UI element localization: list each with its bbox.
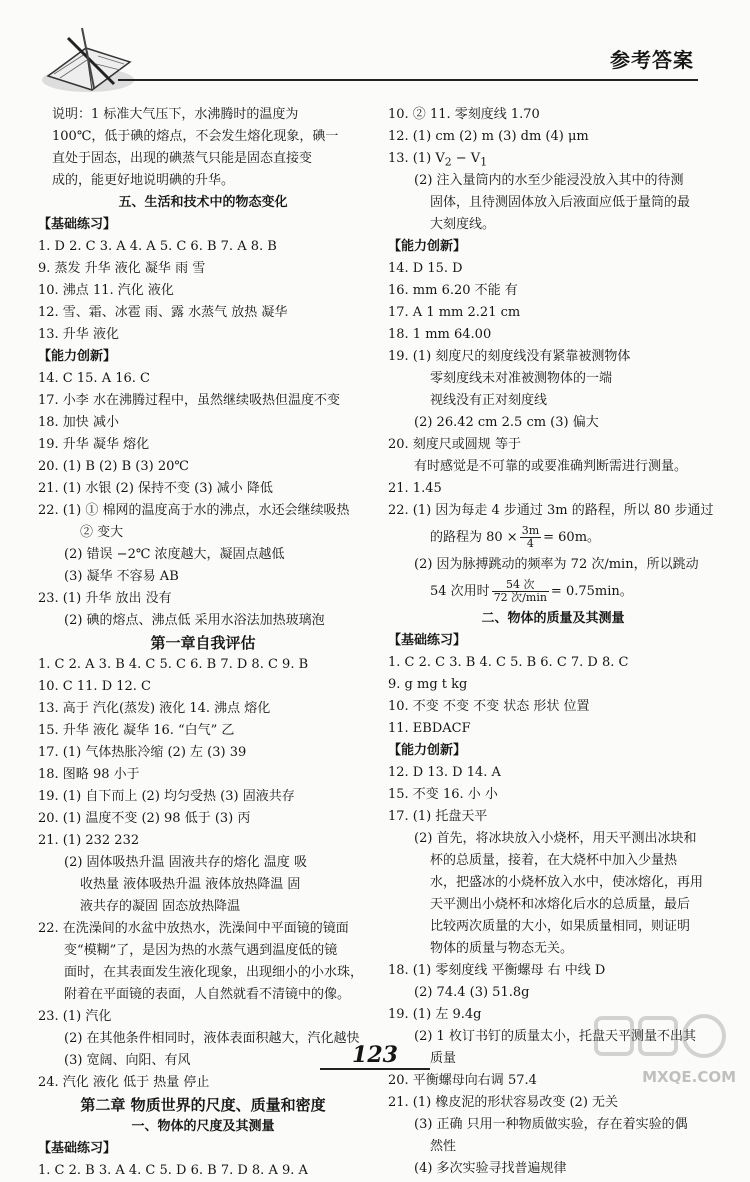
header-rule — [118, 79, 698, 81]
answer-line: 23. (1) 升华 放出 没有 — [38, 591, 172, 606]
answer-line: 21. (1) 水银 (2) 保持不变 (3) 减小 降低 — [38, 481, 273, 496]
answer-line: 然性 — [430, 1139, 457, 1154]
answer-line: 物体的质量与物态无关。 — [430, 941, 574, 956]
answer-line: 10. 沸点 11. 汽化 液化 — [38, 283, 174, 298]
note-line: 成的，能更好地说明碘的升华。 — [52, 173, 235, 188]
answer-line: 10. C 11. D 12. C — [38, 679, 152, 694]
answer-line: 18. 1 mm 64.00 — [388, 327, 492, 342]
fraction-numerator: 3m — [521, 524, 540, 537]
answer-line: 19. (1) 左 9.4g — [388, 1007, 482, 1022]
fraction-denominator: 72 次/min — [493, 591, 547, 604]
fraction-numerator: 54 次 — [492, 579, 549, 592]
answer-line: (2) 碘的熔点、沸点低 采用水浴法加热玻璃泡 — [64, 613, 325, 628]
answer-line: (2) 在其他条件相同时，液体表面积越大，汽化越快 — [64, 1031, 360, 1046]
answer-line: (4) 多次实验寻找普遍规律 — [414, 1161, 567, 1176]
answer-line: 附着在平面镜的表面，人自然就看不清镜中的像。 — [64, 987, 351, 1002]
answer-line: (3) 正确 只用一种物质做实验，存在着实验的偶 — [414, 1117, 688, 1132]
formula-text: 54 次用时 — [430, 584, 490, 599]
fraction — [520, 525, 541, 550]
answer-line: 16. mm 6.20 不能 有 — [388, 283, 518, 298]
answer-line: 12. (1) cm (2) m (3) dm (4) μm — [388, 129, 589, 144]
answer-line: 20. 平衡螺母向右调 57.4 — [388, 1073, 537, 1088]
header-title: 参考答案 — [610, 48, 694, 72]
answer-line: 12. 雪、霜、冰雹 雨、露 水蒸气 放热 凝华 — [38, 305, 288, 320]
answer-line: 22. (1) 因为每走 4 步通过 3m 的路程，所以 80 步通过 — [388, 503, 714, 518]
formula-text: = 0.75min。 — [550, 584, 633, 599]
answer-line: 23. (1) 汽化 — [38, 1009, 112, 1024]
answer-line: (2) 74.4 (3) 51.8g — [414, 985, 530, 1000]
ability-tag: 【能力创新】 — [388, 239, 467, 254]
answer-line — [388, 148, 718, 170]
subscript: 2 — [444, 155, 452, 169]
answer-line: 有时感觉是不可靠的或要准确判断需进行测量。 — [414, 459, 688, 474]
answer-line: 19. (1) 刻度尺的刻度线没有紧靠被测物体 — [388, 349, 631, 364]
answer-line: 17. (1) 托盘天平 — [388, 809, 488, 824]
answer-line: 18. (1) 零刻度线 平衡螺母 右 中线 D — [388, 963, 606, 978]
answer-line: 21. 1.45 — [388, 481, 442, 496]
answer-line: 21. (1) 橡皮泥的形状容易改变 (2) 无关 — [388, 1095, 619, 1110]
answer-line: 天平测出小烧杯和冰熔化后水的总质量，最后 — [430, 897, 691, 912]
answer-line: 面时，在其表面发生液化现象，出现细小的小水珠， — [64, 965, 364, 980]
answer-line: 1. C 2. C 3. B 4. C 5. B 6. C 7. D 8. C — [388, 655, 629, 670]
answer-line: 14. C 15. A 16. C — [38, 371, 150, 386]
answer-line: 17. A 1 mm 2.21 cm — [388, 305, 521, 320]
answer-line: 9. g mg t kg — [388, 677, 468, 692]
note-line: 说明：1 标准大气压下，水沸腾时的温度为 — [52, 107, 299, 122]
answer-line: 液共存的凝固 固态放热降温 — [80, 899, 241, 914]
answer-line: 1. C 2. A 3. B 4. C 5. C 6. B 7. D 8. C 9. B — [38, 657, 309, 672]
answer-line: 视线没有正对刻度线 — [430, 393, 548, 408]
answer-line: 1. C 2. B 3. A 4. C 5. D 6. B 7. D 8. A 9. A — [38, 1163, 308, 1178]
answer-line: (2) 注入量筒内的水至少能浸没放入其中的待测 — [414, 173, 684, 188]
basic-practice-tag: 【基础练习】 — [38, 1141, 117, 1156]
formula-text: 13. (1) V — [388, 151, 445, 166]
answer-line: 固体，且待测固体放入后液面应低于量筒的最 — [430, 195, 691, 210]
answer-line: 11. EBDACF — [388, 721, 471, 736]
answer-line: 13. 高于 汽化(蒸发) 液化 14. 沸点 熔化 — [38, 701, 271, 716]
fraction — [492, 579, 549, 604]
answer-line: (2) 固体吸热升温 固液共存的熔化 温度 吸 — [64, 855, 307, 870]
note-line: 直处于固态，出现的碘蒸气只能是固态直接变 — [52, 151, 313, 166]
section-heading: 一、物体的尺度及其测量 — [131, 1119, 275, 1134]
answer-line: 17. (1) 气体热胀冷缩 (2) 左 (3) 39 — [38, 745, 247, 760]
note-line: 100℃，低于碘的熔点，不会发生熔化现象，碘一 — [52, 129, 339, 144]
formula-text: = 60m。 — [543, 530, 601, 545]
answer-line: 比较两次质量的大小，如果质量相同，则证明 — [430, 919, 691, 934]
answer-line: (2) 1 枚订书钉的质量太小，托盘天平测量不出其 — [414, 1029, 696, 1044]
answer-line: 18. 图略 98 小于 — [38, 767, 140, 782]
answer-line: 20. (1) 温度不变 (2) 98 低于 (3) 丙 — [38, 811, 251, 826]
answer-line: 10. 不变 不变 不变 状态 形状 位置 — [388, 699, 590, 714]
basic-practice-tag: 【基础练习】 — [38, 217, 117, 232]
page-number: 123 — [352, 1042, 398, 1068]
answer-line: 13. 升华 液化 — [38, 327, 119, 342]
answer-line: 杯的总质量，接着，在大烧杯中加入少量热 — [430, 853, 678, 868]
answer-line — [388, 576, 718, 608]
answer-line: 19. 升华 凝华 熔化 — [38, 437, 150, 452]
answer-line: 9. 蒸发 升华 液化 凝华 雨 雪 — [38, 261, 206, 276]
answer-line: 零刻度线未对准被测物体的一端 — [430, 371, 613, 386]
answer-line: 24. 汽化 液化 低于 热量 停止 — [38, 1075, 210, 1090]
formula-text: 的路程为 80 × — [430, 530, 518, 545]
answer-line: (3) 宽阔、向阳、有风 — [64, 1053, 191, 1068]
answer-line: (2) 因为脉搏跳动的频率为 72 次/min，所以跳动 — [414, 557, 699, 572]
ability-tag: 【能力创新】 — [388, 743, 467, 758]
answer-line: 质量 — [430, 1051, 457, 1066]
answer-line: 14. D 15. D — [388, 261, 463, 276]
book-pen-logo-icon — [38, 18, 138, 98]
answer-line: (2) 26.42 cm 2.5 cm (3) 偏大 — [414, 415, 599, 430]
section-heading: 二、物体的质量及其测量 — [481, 611, 625, 626]
ability-tag: 【能力创新】 — [38, 349, 117, 364]
page-number-underline — [320, 1068, 430, 1070]
answer-line: 20. 刻度尺或圆规 等于 — [388, 437, 521, 452]
answer-line — [388, 522, 718, 554]
answer-line: 15. 升华 液化 凝华 16. “白气” 乙 — [38, 723, 235, 738]
answer-line: 大刻度线。 — [430, 217, 496, 232]
answer-line: (3) 凝华 不容易 AB — [64, 569, 179, 584]
answer-line: 12. D 13. D 14. A — [388, 765, 501, 780]
chapter1-assessment-heading: 第一章自我评估 — [150, 634, 256, 652]
formula-text: − V — [451, 151, 481, 166]
subscript: 1 — [480, 155, 488, 169]
answer-line: ② 变大 — [80, 525, 124, 540]
answer-line: (2) 首先，将冰块放入小烧杯，用天平测出冰块和 — [414, 831, 697, 846]
answer-line: 20. (1) B (2) B (3) 20℃ — [38, 459, 189, 474]
answer-line: 15. 不变 16. 小 小 — [388, 787, 498, 802]
answer-line: 17. 小李 水在沸腾过程中，虽然继续吸热但温度不变 — [38, 393, 340, 408]
answer-line: 21. (1) 232 232 — [38, 833, 140, 848]
answer-line: 18. 加快 减小 — [38, 415, 119, 430]
answer-line: (2) 错误 −2℃ 浓度越大，凝固点越低 — [64, 547, 285, 562]
left-column — [38, 104, 368, 1182]
section-heading: 五、生活和技术中的物态变化 — [118, 195, 288, 210]
answer-line: 19. (1) 自下而上 (2) 均匀受热 (3) 固液共存 — [38, 789, 295, 804]
chapter2-heading: 第二章 物质世界的尺度、质量和密度 — [80, 1096, 326, 1114]
answer-line: 22. (1) ① 棉网的温度高于水的沸点，水还会继续吸热 — [38, 503, 350, 518]
answer-line: 22. 在洗澡间的水盆中放热水，洗澡间中平面镜的镜面 — [38, 921, 349, 936]
answer-line: 1. D 2. C 3. A 4. A 5. C 6. B 7. A 8. B — [38, 239, 277, 254]
answer-line: 水，把盛冰的小烧杯放入水中，使冰熔化，再用 — [430, 875, 704, 890]
basic-practice-tag: 【基础练习】 — [388, 633, 467, 648]
answer-line: 变“模糊”了，是因为热的水蒸气遇到温度低的镜 — [64, 943, 338, 958]
answer-line: 收热量 液体吸热升温 液体放热降温 固 — [80, 877, 301, 892]
fraction-denominator: 4 — [526, 537, 534, 550]
watermark-site-text: MXQE.COM — [642, 1068, 736, 1086]
answer-line: 10. ② 11. 零刻度线 1.70 — [388, 107, 540, 122]
